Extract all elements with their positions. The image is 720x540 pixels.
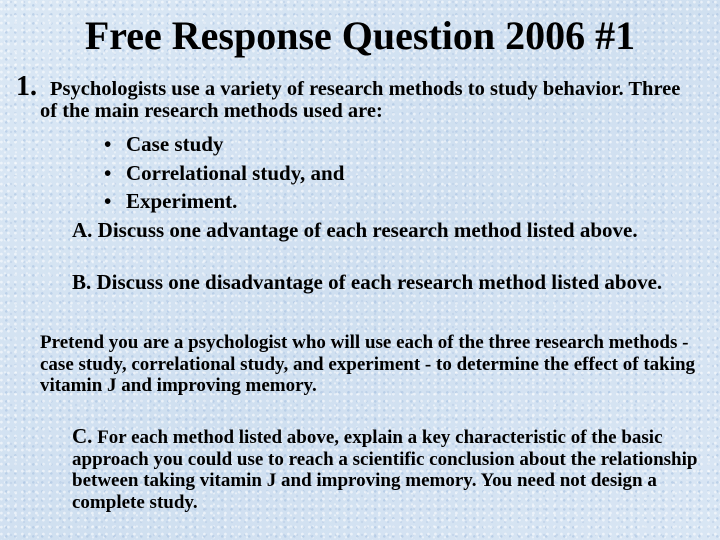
part-b-prompt: B. Discuss one disadvantage of each research method listed above.	[72, 270, 663, 294]
question-intro: Psychologists use a variety of research methods to study behavior. Three of the main research methods used are:	[40, 78, 681, 122]
part-a-prompt: A. Discuss one advantage of each research method listed above.	[72, 218, 638, 242]
slide-title: Free Response Question 2006 #1	[84, 13, 636, 58]
part-c-prompt	[72, 426, 708, 513]
method-experiment: Experiment.	[126, 189, 238, 213]
question-number: 1.	[16, 71, 37, 102]
scenario-paragraph: Pretend you are a psychologist who will use each of the three research methods - case study, correlational study, and experiment - to determine the effect of taking vitamin J and improving memory.	[40, 332, 696, 396]
research-methods-list	[104, 130, 344, 216]
method-correlational-study: Correlational study, and	[126, 160, 345, 185]
method-case-study: Case study	[126, 132, 224, 156]
list-item	[104, 159, 344, 188]
bullet-icon: •	[104, 189, 112, 213]
bullet-icon: •	[104, 160, 112, 185]
part-c-text: For each method listed above, explain a key characteristic of the basic approach you could use to reach a scientific conclusion about the relationship between taking vitamin J and improving memory. You need not design a complete study.	[72, 427, 698, 513]
list-item	[104, 130, 344, 159]
list-item	[104, 187, 344, 216]
part-c-letter: C.	[72, 424, 93, 448]
bullet-icon: •	[104, 132, 112, 156]
